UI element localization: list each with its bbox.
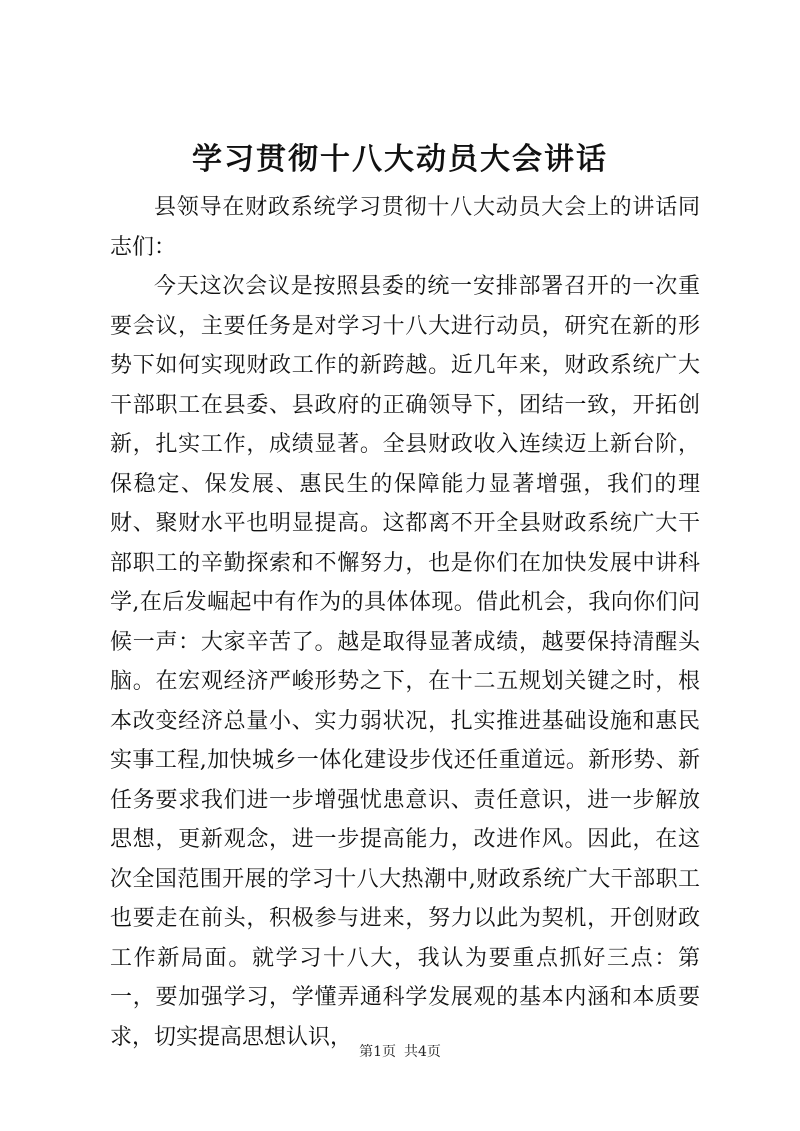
salutation-paragraph: 县领导在财政系统学习贯彻十八大动员大会上的讲话同志们： [110, 195, 700, 260]
page-total: 共4页 [404, 1044, 441, 1060]
body-paragraph: 今天这次会议是按照县委的统一安排部署召开的一次重要会议，主要任务是对学习十八大进行动员，研究在新的形势下如何实现财政工作的新跨越。近几年来，财政系统广大干部职工在县委、县政府的正确领导下，团结一致，开拓创新，扎实工作，成绩显著。全县财政收入连续迈上新台阶，保稳定、保发展、惠民生的保障能力显著增强，我们的理财、聚财水平也明显提高。这都离不开全县财政系统广大干部职工的辛勤探索和不懈努力，也是你们在加快发展中讲科学,在后发崛起中有作为的具体体现。借此机会，我向你们问候一声：大家辛苦了。越是取得显著成绩，越要保持清醒头脑。在宏观经济严峻形势之下，在十二五规划关键之时，根本改变经济总量小、实力弱状况，扎实推进基础设施和惠民实事工程,加快城乡一体化建设步伐还任重道远。新形势、新任务要求我们进一步增强忧患意识、责任意识，进一步解放思想，更新观念，进一步提高能力，改进作风。因此，在这次全国范围开展的学习十八大热潮中,财政系统广大干部职工也要走在前头，积极参与进来，努力以此为契机，开创财政工作新局面。就学习十八大，我认为要重点抓好三点：第一，要加强学习，学懂弄通科学发展观的基本内涵和本质要求，切实提高思想认识， [110, 274, 700, 1050]
page-footer [0, 1042, 800, 1062]
document-title: 学习贯彻十八大动员大会讲话 [192, 142, 608, 177]
page-number: 第1页 [359, 1044, 396, 1060]
